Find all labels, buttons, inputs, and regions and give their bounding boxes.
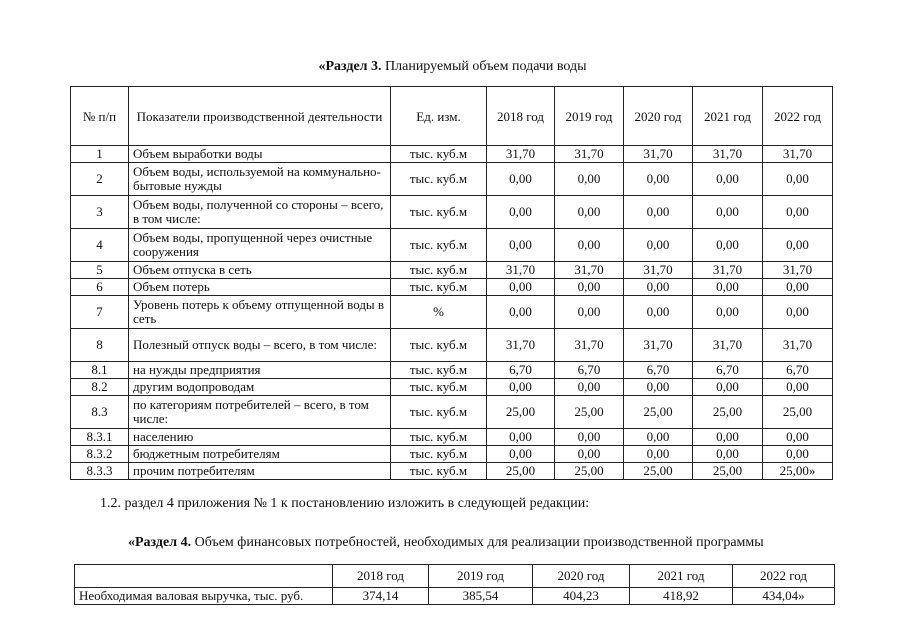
row-value: 0,00 [693, 296, 763, 329]
row-value: 31,70 [763, 262, 833, 279]
row-number: 6 [71, 279, 129, 296]
row-value: 0,00 [487, 429, 555, 446]
row-number: 7 [71, 296, 129, 329]
row-indicator: Объем потерь [129, 279, 391, 296]
row-value: 31,70 [624, 146, 693, 163]
row-indicator: бюджетным потребителям [129, 446, 391, 463]
row-number: 2 [71, 163, 129, 196]
row-number: 8.2 [71, 379, 129, 396]
row-value: 0,00 [763, 279, 833, 296]
row-unit: тыс. куб.м [391, 362, 487, 379]
section-3-title [0, 59, 905, 75]
row-value: 0,00 [555, 279, 624, 296]
row-value: 0,00 [693, 229, 763, 262]
row-value: 25,00 [693, 463, 763, 480]
column-header: № п/п [71, 87, 129, 146]
row-value: 0,00 [487, 379, 555, 396]
row-value: 0,00 [763, 379, 833, 396]
row-number: 8 [71, 329, 129, 362]
row-unit: тыс. куб.м [391, 262, 487, 279]
row-value: 0,00 [555, 379, 624, 396]
row-value: 0,00 [624, 446, 693, 463]
row-value: 6,70 [487, 362, 555, 379]
row-unit: % [391, 296, 487, 329]
row-indicator: Полезный отпуск воды – всего, в том числе: [129, 329, 391, 362]
row-indicator: Уровень потерь к объему отпущенной воды в сеть [129, 296, 391, 329]
row-number: 1 [71, 146, 129, 163]
row-value: 25,00 [624, 396, 693, 429]
row-unit: тыс. куб.м [391, 446, 487, 463]
row-value: 0,00 [624, 196, 693, 229]
table-row [71, 429, 833, 446]
column-header: 2022 год [763, 87, 833, 146]
column-header: 2018 год [333, 565, 429, 588]
row-value: 0,00 [487, 229, 555, 262]
row-value: 0,00 [624, 279, 693, 296]
row-indicator: прочим потребителям [129, 463, 391, 480]
row-indicator: Необходимая валовая выручка, тыс. руб. [75, 588, 333, 605]
row-value: 0,00 [555, 446, 624, 463]
row-value: 25,00 [555, 463, 624, 480]
row-number: 8.3 [71, 396, 129, 429]
row-unit: тыс. куб.м [391, 279, 487, 296]
row-unit: тыс. куб.м [391, 146, 487, 163]
row-value: 0,00 [487, 163, 555, 196]
table-row [71, 362, 833, 379]
section-3-title-bold: «Раздел 3. [318, 59, 382, 74]
row-unit: тыс. куб.м [391, 396, 487, 429]
row-value: 31,70 [487, 146, 555, 163]
row-number: 8.3.3 [71, 463, 129, 480]
section-4-title-bold: «Раздел 4. [128, 535, 192, 550]
row-value: 434,04» [733, 588, 835, 605]
row-value: 0,00 [763, 296, 833, 329]
empty-header-cell [75, 565, 333, 588]
row-unit: тыс. куб.м [391, 329, 487, 362]
row-value: 31,70 [693, 262, 763, 279]
table-row [71, 446, 833, 463]
column-header: 2020 год [533, 565, 630, 588]
column-header: 2018 год [487, 87, 555, 146]
table-row [71, 229, 833, 262]
row-value: 25,00 [487, 396, 555, 429]
row-indicator: по категориям потребителей – всего, в том числе: [129, 396, 391, 429]
row-value: 31,70 [763, 146, 833, 163]
row-value: 25,00» [763, 463, 833, 480]
row-unit: тыс. куб.м [391, 229, 487, 262]
row-value: 6,70 [693, 362, 763, 379]
row-number: 8.3.2 [71, 446, 129, 463]
row-value: 0,00 [693, 379, 763, 396]
financial-needs-table [74, 564, 835, 605]
row-value: 0,00 [555, 429, 624, 446]
table-row [71, 146, 833, 163]
row-value: 0,00 [763, 229, 833, 262]
row-value: 404,23 [533, 588, 630, 605]
row-indicator: населению [129, 429, 391, 446]
column-header: 2021 год [693, 87, 763, 146]
row-value: 0,00 [624, 229, 693, 262]
table-row [75, 588, 835, 605]
row-number: 5 [71, 262, 129, 279]
row-indicator: Объем выработки воды [129, 146, 391, 163]
row-value: 385,54 [429, 588, 533, 605]
table-row [71, 463, 833, 480]
row-number: 8.1 [71, 362, 129, 379]
row-unit: тыс. куб.м [391, 379, 487, 396]
table-row [71, 329, 833, 362]
row-number: 4 [71, 229, 129, 262]
section-4-title [128, 535, 764, 551]
row-indicator: другим водопроводам [129, 379, 391, 396]
row-value: 6,70 [555, 362, 624, 379]
row-indicator: Объем отпуска в сеть [129, 262, 391, 279]
row-value: 0,00 [763, 196, 833, 229]
row-number: 3 [71, 196, 129, 229]
row-unit: тыс. куб.м [391, 163, 487, 196]
row-unit: тыс. куб.м [391, 463, 487, 480]
row-value: 31,70 [555, 146, 624, 163]
row-indicator: на нужды предприятия [129, 362, 391, 379]
row-value: 0,00 [555, 196, 624, 229]
water-supply-table [70, 86, 833, 480]
row-value: 25,00 [624, 463, 693, 480]
row-value: 0,00 [487, 279, 555, 296]
row-value: 0,00 [763, 429, 833, 446]
column-header: 2021 год [630, 565, 733, 588]
row-value: 0,00 [624, 429, 693, 446]
row-value: 25,00 [555, 396, 624, 429]
row-value: 6,70 [624, 362, 693, 379]
row-unit: тыс. куб.м [391, 429, 487, 446]
row-value: 31,70 [693, 329, 763, 362]
table-row [71, 279, 833, 296]
row-value: 0,00 [693, 429, 763, 446]
section-4-title-text: Объем финансовых потребностей, необходимых для реализации производственной программы [191, 535, 764, 550]
table-row [71, 262, 833, 279]
row-value: 0,00 [763, 446, 833, 463]
row-value: 0,00 [693, 279, 763, 296]
row-value: 31,70 [693, 146, 763, 163]
row-value: 0,00 [555, 229, 624, 262]
section-3-title-text: Планируемый объем подачи воды [381, 59, 587, 74]
table-header-row [75, 565, 835, 588]
row-value: 374,14 [333, 588, 429, 605]
row-indicator: Объем воды, используемой на коммунально-бытовые нужды [129, 163, 391, 196]
row-value: 31,70 [555, 329, 624, 362]
table-body [71, 146, 833, 480]
row-value: 0,00 [555, 163, 624, 196]
table-header-row [71, 87, 833, 146]
column-header: 2022 год [733, 565, 835, 588]
column-header: 2019 год [555, 87, 624, 146]
table-row [71, 379, 833, 396]
row-value: 0,00 [487, 446, 555, 463]
column-header: 2019 год [429, 565, 533, 588]
row-value: 25,00 [763, 396, 833, 429]
row-value: 0,00 [763, 163, 833, 196]
row-value: 25,00 [487, 463, 555, 480]
row-value: 31,70 [487, 329, 555, 362]
row-value: 0,00 [487, 196, 555, 229]
row-value: 25,00 [693, 396, 763, 429]
row-value: 0,00 [624, 379, 693, 396]
row-value: 418,92 [630, 588, 733, 605]
row-value: 0,00 [555, 296, 624, 329]
row-value: 31,70 [487, 262, 555, 279]
row-value: 0,00 [624, 296, 693, 329]
table-row [71, 396, 833, 429]
table-row [71, 196, 833, 229]
row-value: 31,70 [624, 262, 693, 279]
row-unit: тыс. куб.м [391, 196, 487, 229]
row-value: 6,70 [763, 362, 833, 379]
column-header: 2020 год [624, 87, 693, 146]
column-header: Ед. изм. [391, 87, 487, 146]
row-value: 31,70 [555, 262, 624, 279]
row-value: 31,70 [763, 329, 833, 362]
table-row [71, 163, 833, 196]
row-value: 0,00 [693, 446, 763, 463]
column-header: Показатели производственной деятельности [129, 87, 391, 146]
table-row [71, 296, 833, 329]
row-value: 0,00 [487, 296, 555, 329]
row-value: 0,00 [693, 163, 763, 196]
row-value: 0,00 [624, 163, 693, 196]
row-indicator: Объем воды, полученной со стороны – всего, в том числе: [129, 196, 391, 229]
row-value: 31,70 [624, 329, 693, 362]
row-value: 0,00 [693, 196, 763, 229]
paragraph-text: 1.2. раздел 4 приложения № 1 к постановлению изложить в следующей редакции: [100, 496, 590, 511]
row-indicator: Объем воды, пропущенной через очистные сооружения [129, 229, 391, 262]
row-number: 8.3.1 [71, 429, 129, 446]
